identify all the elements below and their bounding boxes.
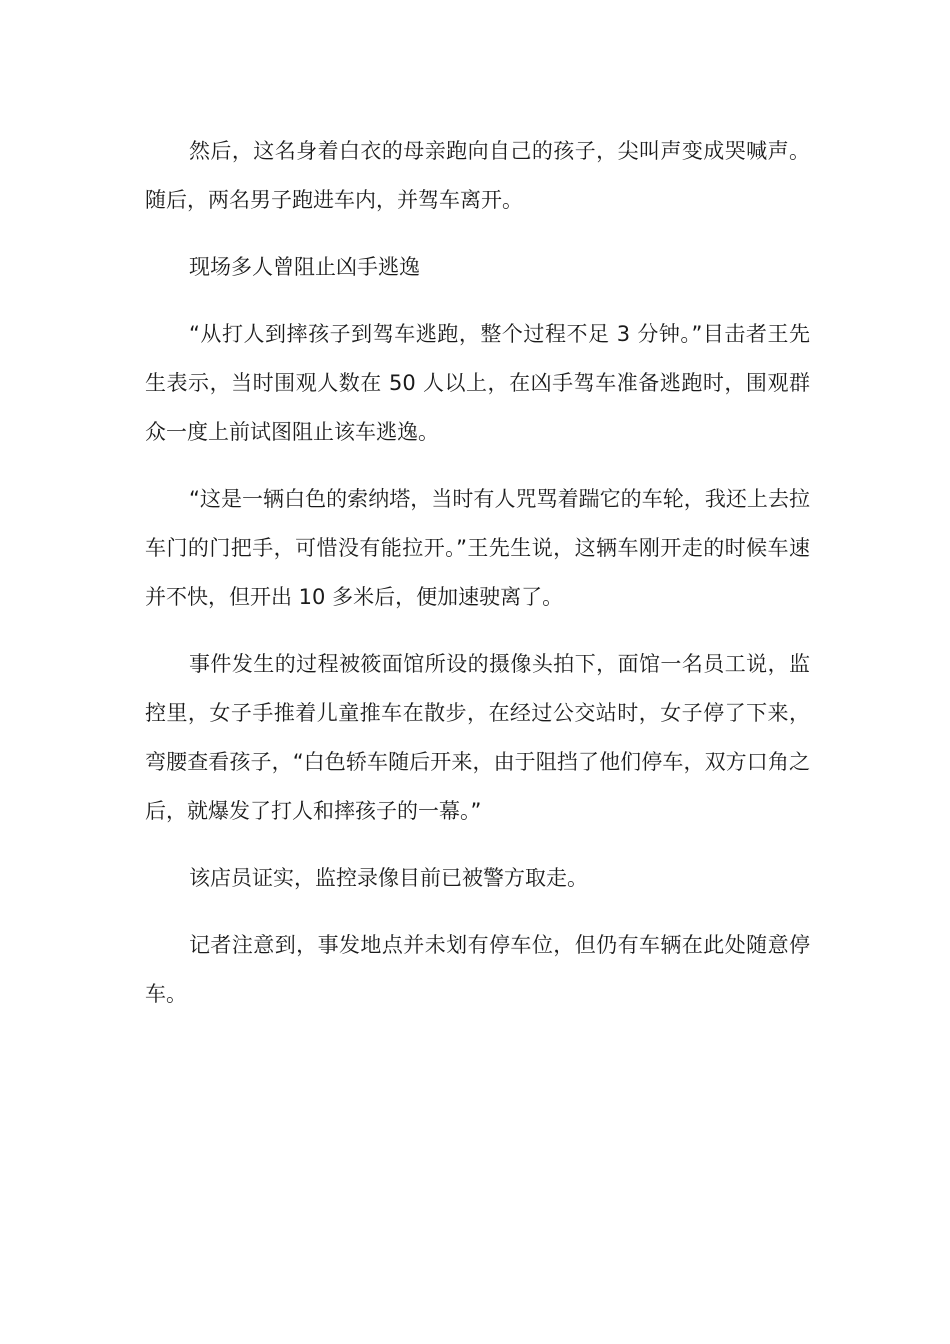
article-body: [145, 127, 810, 1037]
paragraph-2: “从打人到摔孩子到驾车逃跑，整个过程不足 3 分钟。”目击者王先生表示，当时围观人数在 50 人以上，在凶手驾车准备逃跑时，围观群众一度上前试图阻止该车逃逸。: [145, 322, 810, 444]
paragraph-5: 该店员证实，监控录像目前已被警方取走。: [189, 866, 588, 890]
paragraph-3: “这是一辆白色的索纳塔，当时有人咒骂着踹它的车轮，我还上去拉车门的门把手，可惜没有能拉开。”王先生说，这辆车刚开走的时候车速并不快，但开出 10 多米后，便加速驶离了。: [145, 487, 810, 609]
paragraph-6: 记者注意到，事发地点并未划有停车位，但仍有车辆在此处随意停车。: [145, 933, 810, 1006]
section-heading: 现场多人曾阻止凶手逃逸: [189, 255, 420, 279]
paragraph-1: 然后，这名身着白衣的母亲跑向自己的孩子，尖叫声变成哭喊声。随后，两名男子跑进车内，并驾车离开。: [145, 139, 810, 212]
paragraph-4: 事件发生的过程被筱面馆所设的摄像头拍下，面馆一名员工说，监控里，女子手推着儿童推车在散步，在经过公交站时，女子停了下来，弯腰查看孩子，“白色轿车随后开来，由于阻挡了他们停车，双方口角之后，就爆发了打人和摔孩子的一幕。”: [145, 652, 810, 823]
